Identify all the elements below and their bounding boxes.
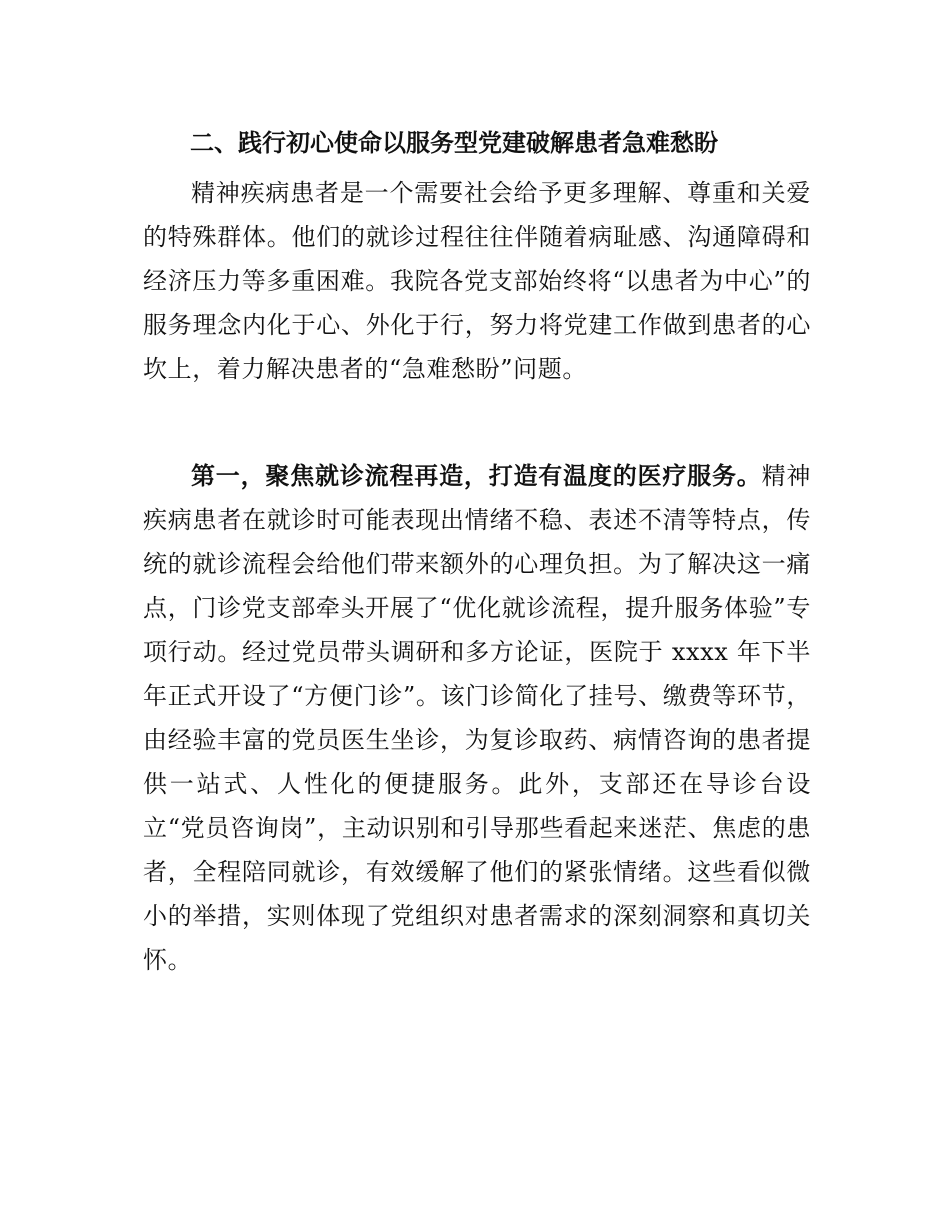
paragraph-first-point [143,454,811,982]
paragraph-body-text: 精神疾病患者在就诊时可能表现出情绪不稳、表述不清等特点，传统的就诊流程会给他们带来额外的心理负担。为了解决这一痛点，门诊党支部牵头开展了“优化就诊流程，提升服务体验”专项行动。经过党员带头调研和多方论证，医院于 xxxx 年下半年正式开设了“方便门诊”。该门诊简化了挂号、缴费等环节，由经验丰富的党员医生坐诊，为复诊取药、病情咨询的患者提供一站式、人性化的便捷服务。此外，支部还在导诊台设立“党员咨询岗”，主动识别和引导那些看起来迷茫、焦虑的患者，全程陪同就诊，有效缓解了他们的紧张情绪。这些看似微小的举措，实则体现了党组织对患者需求的深刻洞察和真切关怀。 [143,462,811,974]
paragraph-intro: 精神疾病患者是一个需要社会给予更多理解、尊重和关爱的特殊群体。他们的就诊过程往往伴随着病耻感、沟通障碍和经济压力等多重困难。我院各党支部始终将“以患者为中心”的服务理念内化于心、外化于行，努力将党建工作做到患者的心坎上，着力解决患者的“急难愁盼”问题。 [143,179,811,383]
paragraph-lead-sentence: 第一，聚焦就诊流程再造，打造有温度的医疗服务。 [191,462,762,490]
section-heading: 二、践行初心使命以服务型党建破解患者急难愁盼 [190,129,718,157]
